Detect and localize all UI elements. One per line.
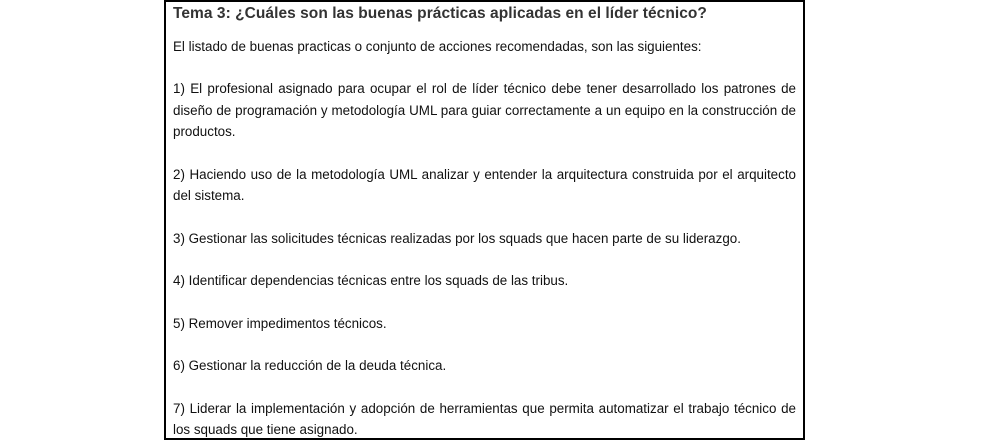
document-frame: [164, 0, 805, 440]
list-item-3: 3) Gestionar las solicitudes técnicas realizadas por los squads que hacen parte de su liderazgo.: [173, 230, 741, 246]
intro-paragraph: El listado de buenas practicas o conjunto de acciones recomendadas, son las siguientes:: [173, 39, 702, 54]
list-item-2: 2) Haciendo uso de la metodología UML analizar y entender la arquitectura construida por el arquitecto del sistema.: [173, 166, 796, 203]
list-item-6: 6) Gestionar la reducción de la deuda técnica.: [173, 358, 447, 373]
list-item-7: 7) Liderar la implementación y adopción de herramientas que permita automatizar el trabajo técnico de los squads que tiene asignado.: [173, 400, 796, 437]
list-item-1: 1) El profesional asignado para ocupar el rol de líder técnico debe tener desarrollado los patrones de diseño de programación y metodología UML para guiar correctamente a un equipo en la construcción de productos.: [173, 81, 796, 139]
document-heading: Tema 3: ¿Cuáles son las buenas prácticas aplicadas en el líder técnico?: [173, 5, 707, 22]
document-content: [173, 2, 796, 441]
list-item-5: 5) Remover impedimentos técnicos.: [173, 315, 387, 331]
list-item-4: 4) Identificar dependencias técnicas entre los squads de las tribus.: [173, 273, 569, 288]
